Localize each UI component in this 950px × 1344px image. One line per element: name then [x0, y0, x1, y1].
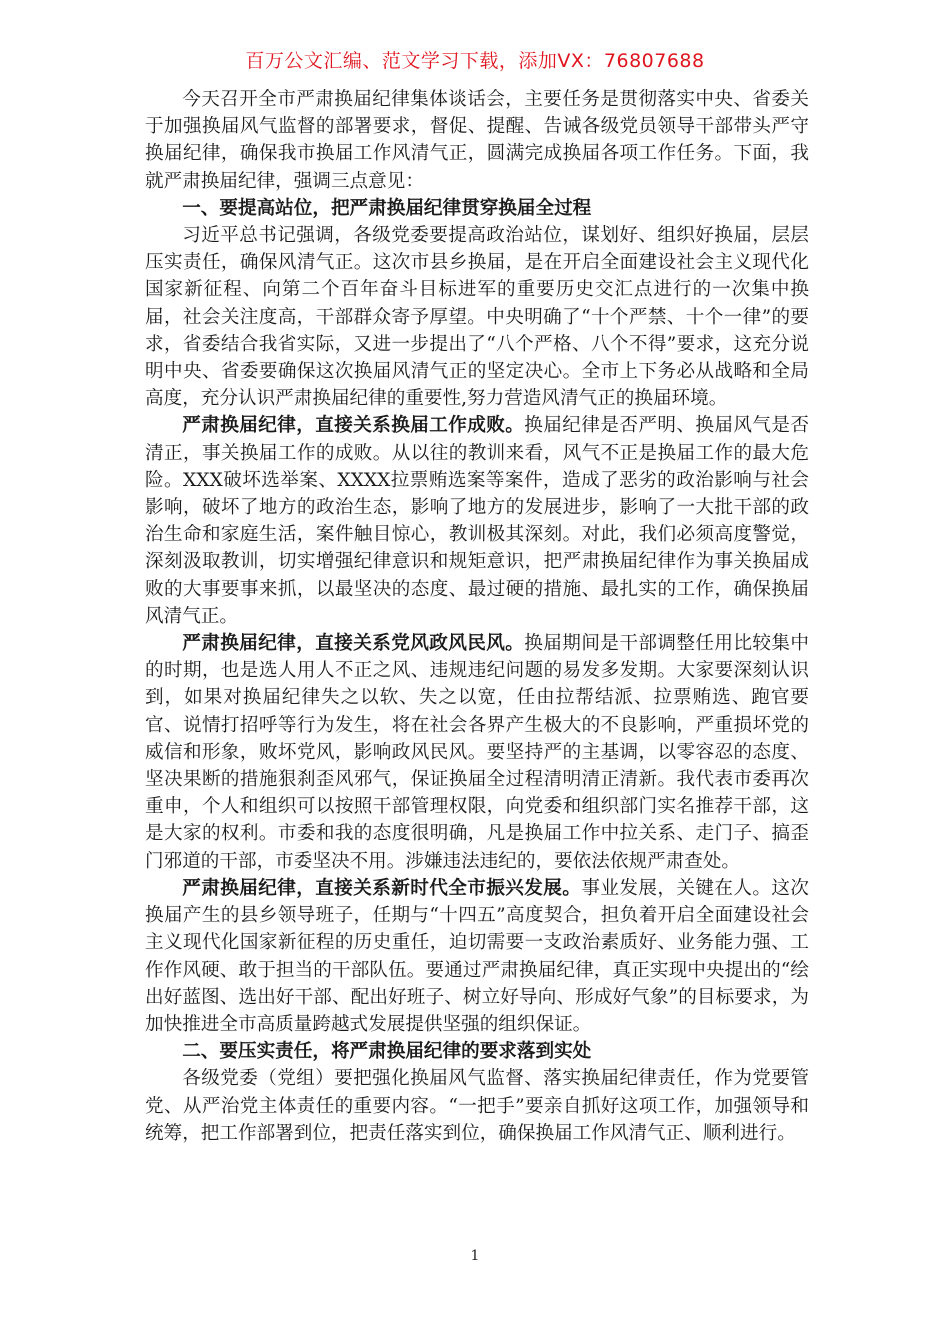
section-1-paragraph-4 [145, 875, 809, 1038]
section-2-heading: 二、要压实责任，将严肃换届纪律的要求落到实处 [182, 1041, 592, 1063]
paragraph-text: 换届纪律是否严明、换届风气是否清正，事关换届工作的成败。从以往的教训来看，风气不正是换届工作的最大危险。XXX破坏选举案、XXXX拉票贿选案等案件，造成了恶劣的政治影响与社会影响，破坏了地方的政治生态，影响了地方的发展进步，影响了一大批干部的政治生命和家庭生活，案件触目惊心，教训极其深刻。对此，我们必须高度警觉，深刻汲取教训，切实增强纪律意识和规矩意识，把严肃换届纪律作为事关换届成败的大事要事来抓，以最坚决的态度、最过硬的措施、最扎实的工作，确保换届风清气正。 [145, 415, 809, 627]
section-1-paragraph-1: 习近平总书记强调，各级党委要提高政治站位，谋划好、组织好换届，层层压实责任，确保风清气正。这次市县乡换届，是在开启全面建设社会主义现代化国家新征程、向第二个百年奋斗目标进军的重要历史交汇点进行的一次集中换届，社会关注度高，干部群众寄予厚望。中央明确了“十个严禁、十个一律”的要求，省委结合我省实际，又进一步提出了“八个严格、八个不得”要求，这充分说明中央、省委要确保这次换届风清气正的坚定决心。全市上下务必从战略和全局高度，充分认识严肃换届纪律的重要性,努力营造风清气正的换届环境。 [145, 225, 809, 410]
document-body [145, 86, 809, 1147]
paragraph-lead: 严肃换届纪律，直接关系换届工作成败。 [182, 415, 525, 437]
promo-banner: 百万公文汇编、范文学习下载，添加VX：76807688 [245, 50, 705, 72]
intro-paragraph: 今天召开全市严肃换届纪律集体谈话会，主要任务是贯彻落实中央、省委关于加强换届风气监督的部署要求，督促、提醒、告诫各级党员领导干部带头严守换届纪律，确保我市换届工作风清气正，圆满完成换届各项工作任务。下面，我就严肃换届纪律，强调三点意见： [145, 89, 809, 192]
paragraph-text: 事业发展，关键在人。这次换届产生的县乡领导班子，任期与“十四五”高度契合，担负着开启全面建设社会主义现代化国家新征程的历史重任，迫切需要一支政治素质好、业务能力强、工作作风硬、敢于担当的干部队伍。要通过严肃换届纪律，真正实现中央提出的“绘出好蓝图、选出好干部、配出好班子、树立好导向、形成好气象”的目标要求，为加快推进全市高质量跨越式发展提供坚强的组织保证。 [145, 877, 809, 1035]
section-1-paragraph-3 [145, 630, 809, 875]
paragraph-lead: 严肃换届纪律，直接关系党风政风民风。 [182, 633, 525, 655]
page-number: 1 [470, 1248, 480, 1264]
section-2-paragraph-1: 各级党委（党组）要把强化换届风气监督、落实换届纪律责任，作为党要管党、从严治党主体责任的重要内容。“一把手”要亲自抓好这项工作，加强领导和统筹，把工作部署到位，把责任落实到位，确保换届工作风清气正、顺利进行。 [145, 1068, 809, 1144]
paragraph-text: 换届期间是干部调整任用比较集中的时期，也是选人用人不正之风、违规违纪问题的易发多发期。大家要深刻认识到，如果对换届纪律失之以软、失之以宽，任由拉帮结派、拉票贿选、跑官要官、说情打招呼等行为发生，将在社会各界产生极大的不良影响，严重损坏党的威信和形象，败坏党风，影响政风民风。要坚持严的主基调，以零容忍的态度、坚决果断的措施狠刹歪风邪气，保证换届全过程清明清正清新。我代表市委再次重申，个人和组织可以按照干部管理权限，向党委和组织部门实名推荐干部，这是大家的权利。市委和我的态度很明确，凡是换届工作中拉关系、走门子、搞歪门邪道的干部，市委坚决不用。涉嫌违法违纪的，要依法依规严肃查处。 [145, 633, 809, 872]
paragraph-lead: 严肃换届纪律，直接关系新时代全市振兴发展。 [182, 877, 582, 899]
section-1-paragraph-2 [145, 412, 809, 630]
section-1-heading: 一、要提高站位，把严肃换届纪律贯穿换届全过程 [182, 197, 592, 219]
